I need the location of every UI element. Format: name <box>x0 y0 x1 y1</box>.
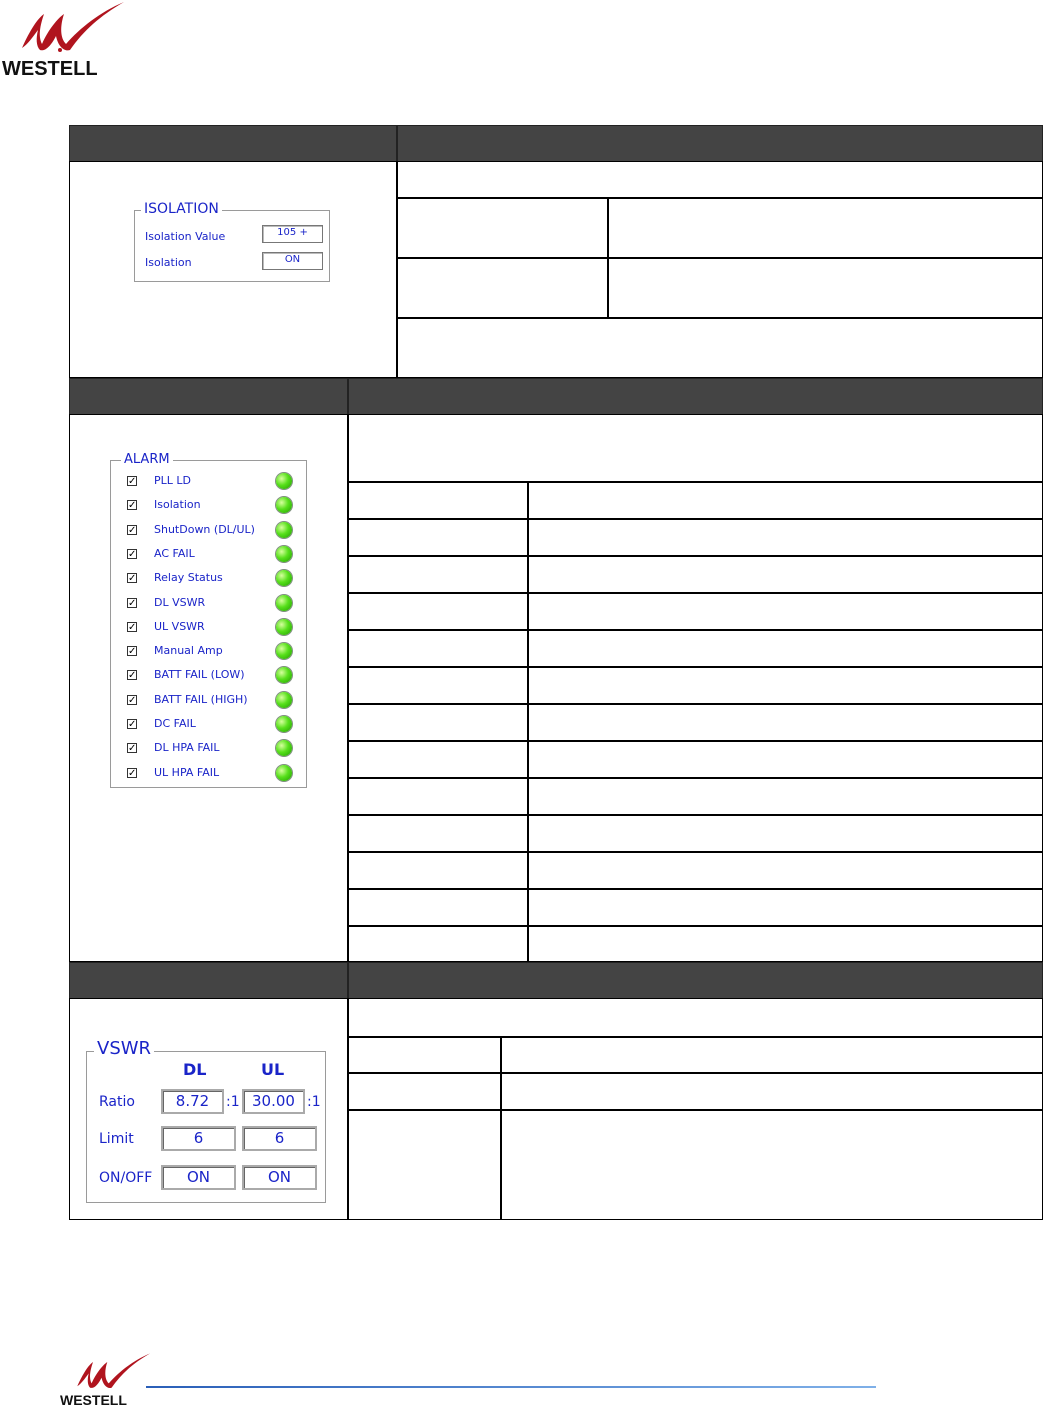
alarm-status-led-icon <box>276 595 292 611</box>
westell-swoosh-icon <box>58 1352 158 1392</box>
westell-wordmark-footer: WESTELL <box>60 1392 127 1408</box>
alarm-status-led-icon <box>276 740 292 756</box>
alarm-item-label: BATT FAIL (LOW) <box>154 668 245 681</box>
isolation-label: Isolation <box>145 256 192 269</box>
vswr-onoff-ul-field[interactable]: ON <box>242 1165 317 1190</box>
alarm-header-bar <box>69 378 1043 415</box>
vswr-ratio-ul-field[interactable]: 30.00 <box>242 1089 305 1114</box>
alarm-item-label: Manual Amp <box>154 644 223 657</box>
alarm-checkbox[interactable]: ✓ <box>128 695 137 706</box>
vswr-limit-label: Limit <box>99 1131 134 1147</box>
alarm-checkbox[interactable]: ✓ <box>128 719 137 730</box>
vswr-onoff-dl-field[interactable]: ON <box>161 1165 236 1190</box>
alarm-checkbox[interactable]: ✓ <box>128 768 137 779</box>
alarm-checkbox[interactable]: ✓ <box>128 598 137 609</box>
alarm-checkbox[interactable]: ✓ <box>128 476 137 487</box>
isolation-onoff-field[interactable]: ON <box>262 252 323 270</box>
footer-rule <box>146 1386 876 1388</box>
vswr-ratio-ul-suffix: :1 <box>307 1094 321 1110</box>
alarm-item-label: DL VSWR <box>154 596 206 609</box>
vswr-ratio-label: Ratio <box>99 1094 135 1110</box>
isolation-value-field[interactable]: 105 + <box>262 225 323 243</box>
alarm-status-led-icon <box>276 643 292 659</box>
alarm-item-label: UL HPA FAIL <box>154 766 220 779</box>
westell-wordmark: WESTELL <box>2 58 98 80</box>
alarm-checkbox[interactable]: ✓ <box>128 743 137 754</box>
alarm-status-led-icon <box>276 667 292 683</box>
alarm-panel-title: ALARM <box>121 453 173 466</box>
alarm-status-led-icon <box>276 522 292 538</box>
westell-logo-footer <box>58 1352 158 1409</box>
isolation-value-label: Isolation Value <box>145 230 226 243</box>
alarm-status-led-icon <box>276 546 292 562</box>
alarm-checkbox[interactable]: ✓ <box>128 525 137 536</box>
vswr-panel-title: VSWR <box>94 1040 154 1058</box>
alarm-checkbox[interactable]: ✓ <box>128 573 137 584</box>
vswr-limit-dl-field[interactable]: 6 <box>161 1126 236 1151</box>
alarm-item-label: Isolation <box>154 498 201 511</box>
alarm-checkbox[interactable]: ✓ <box>128 646 137 657</box>
isolation-panel-title: ISOLATION <box>141 202 222 216</box>
alarm-status-led-icon <box>276 692 292 708</box>
alarm-item-label: AC FAIL <box>154 547 195 560</box>
alarm-checkbox[interactable]: ✓ <box>128 549 137 560</box>
vswr-ul-header: UL <box>261 1060 285 1079</box>
vswr-limit-ul-field[interactable]: 6 <box>242 1126 317 1151</box>
westell-logo-header <box>0 0 130 80</box>
alarm-item-label: DC FAIL <box>154 717 196 730</box>
alarm-status-led-icon <box>276 619 292 635</box>
alarm-checkbox[interactable]: ✓ <box>128 500 137 511</box>
alarm-status-led-icon <box>276 497 292 513</box>
alarm-item-label: UL VSWR <box>154 620 205 633</box>
isolation-header-bar <box>69 125 1043 162</box>
westell-swoosh-icon <box>0 0 130 56</box>
vswr-ratio-dl-field[interactable]: 8.72 <box>161 1089 224 1114</box>
isolation-panel <box>134 210 330 282</box>
alarm-item-label: BATT FAIL (HIGH) <box>154 693 248 706</box>
vswr-header-bar <box>69 962 1043 999</box>
vswr-ratio-dl-suffix: :1 <box>226 1094 240 1110</box>
alarm-checkbox[interactable]: ✓ <box>128 622 137 633</box>
vswr-onoff-label: ON/OFF <box>99 1170 153 1186</box>
alarm-checkbox[interactable]: ✓ <box>128 670 137 681</box>
alarm-item-label: Relay Status <box>154 571 223 584</box>
alarm-status-led-icon <box>276 765 292 781</box>
alarm-item-label: PLL LD <box>154 474 191 487</box>
alarm-status-led-icon <box>276 473 292 489</box>
alarm-item-label: DL HPA FAIL <box>154 741 220 754</box>
vswr-dl-header: DL <box>183 1060 207 1079</box>
alarm-status-led-icon <box>276 570 292 586</box>
alarm-item-label: ShutDown (DL/UL) <box>154 523 255 536</box>
alarm-status-led-icon <box>276 716 292 732</box>
